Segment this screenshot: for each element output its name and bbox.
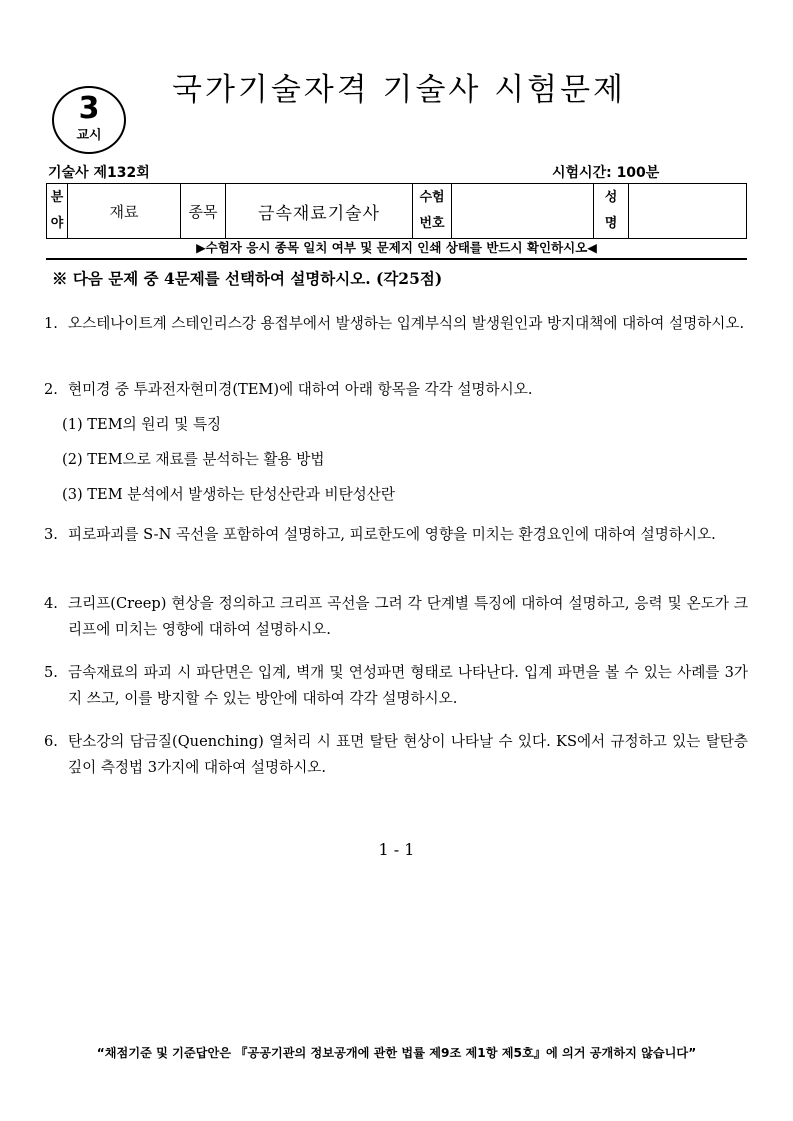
question-3 <box>44 522 748 548</box>
category-label: 종목 <box>181 184 226 239</box>
question-number: 1. <box>44 315 58 332</box>
question-1 <box>44 311 748 337</box>
notice: ▶수험자 응시 종목 일치 여부 및 문제지 인쇄 상태를 반드시 확인하시오◀ <box>196 240 597 255</box>
field-label-2: 야 <box>50 216 64 231</box>
name-label-cell <box>594 184 629 239</box>
question-text: 피로파괴를 S-N 곡선을 포함하여 설명하고, 피로한도에 영향을 미치는 환경요인에 대하여 설명하시오. <box>68 526 716 543</box>
session-number: 3 <box>78 91 100 126</box>
name-label-1: 성 <box>604 190 618 205</box>
question-2 <box>44 377 748 403</box>
exam-no-label-2: 번호 <box>419 216 445 231</box>
question-5 <box>44 660 748 712</box>
question-number: 3. <box>44 526 58 543</box>
instruction: ※ 다음 문제 중 4문제를 선택하여 설명하시오. (각25점) <box>52 269 443 288</box>
question-number: 2. <box>44 381 58 398</box>
question-number: 6. <box>44 733 58 750</box>
question-4 <box>44 591 748 643</box>
field-label-1: 분 <box>50 190 64 205</box>
question-number: 5. <box>44 664 58 681</box>
sub-item: (1) TEM의 원리 및 특징 <box>62 416 222 433</box>
question-6 <box>44 729 748 781</box>
exam-no-label-cell <box>413 184 452 239</box>
question-text: 탄소강의 담금질(Quenching) 열처리 시 표면 탈탄 현상이 나타날 수 있다. KS에서 규정하고 있는 탈탄층 깊이 측정법 3가지에 대하여 설명하시오. <box>68 733 748 776</box>
name-value <box>629 184 747 239</box>
question-text: 금속재료의 파괴 시 파단면은 입계, 벽개 및 연성파면 형태로 나타난다. 입계 파면을 볼 수 있는 사례를 3가지 쓰고, 이를 방지할 수 있는 방안에 대하여 각각 설명하시오. <box>68 664 748 707</box>
question-number: 4. <box>44 595 58 612</box>
question-text: 오스테나이트계 스테인리스강 용접부에서 발생하는 입계부식의 발생원인과 방지대책에 대하여 설명하시오. <box>68 315 745 332</box>
session-badge <box>52 86 126 154</box>
session-label: 교시 <box>76 128 102 143</box>
field-label-cell <box>47 184 68 239</box>
page-number: 1 - 1 <box>378 840 415 859</box>
divider <box>46 258 747 260</box>
sub-item: (3) TEM 분석에서 발생하는 탄성산란과 비탄성산란 <box>62 486 395 503</box>
exam-no-label-1: 수험 <box>419 190 445 205</box>
exam-info-table <box>46 183 747 239</box>
question-text: 현미경 중 투과전자현미경(TEM)에 대하여 아래 항목을 각각 설명하시오. <box>68 381 533 398</box>
category-value: 금속재료기술사 <box>226 184 413 239</box>
footer-note: “채점기준 및 기준답안은 『공공기관의 정보공개에 관한 법률 제9조 제1항 제5호』에 의거 공개하지 않습니다” <box>96 1046 697 1060</box>
name-label-2: 명 <box>604 216 618 231</box>
question-text: 크리프(Creep) 현상을 정의하고 크리프 곡선을 그려 각 단계별 특징에 대하여 설명하고, 응력 및 온도가 크리프에 미치는 영향에 대하여 설명하시오. <box>68 595 748 638</box>
exam-time: 시험시간: 100분 <box>552 165 660 181</box>
sub-item: (2) TEM으로 재료를 분석하는 활용 방법 <box>62 451 325 468</box>
page-title: 국가기술자격 기술사 시험문제 <box>172 72 627 108</box>
exam-no-value <box>452 184 594 239</box>
field-value: 재료 <box>68 184 181 239</box>
exam-round: 기술사 제132회 <box>48 165 150 181</box>
